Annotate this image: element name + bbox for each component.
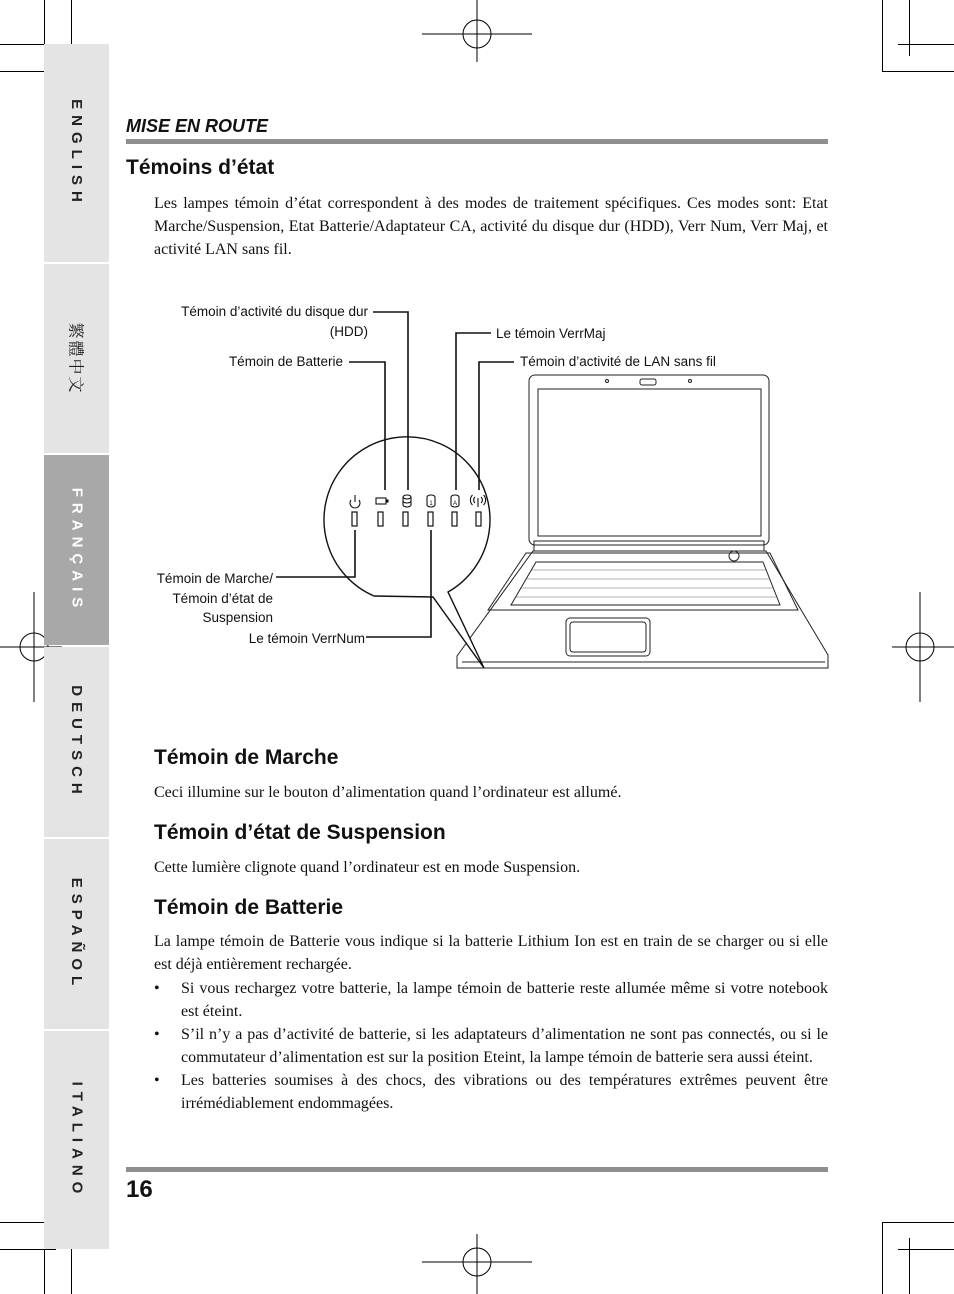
power-label-2: Témoin d’état de bbox=[172, 591, 273, 606]
section-title-battery: Témoin de Batterie bbox=[154, 896, 344, 919]
section-text-suspend: Cette lumière clignote quand l’ordinateur est en mode Suspension. bbox=[154, 859, 581, 876]
laptop-illustration bbox=[457, 375, 828, 668]
tab-italiano[interactable] bbox=[44, 1031, 109, 1249]
list-item: • S’il n’y a pas d’activité de batterie, si les adaptateurs d’alimentation ne sont pas connectés, ou si le commutateur d’alimentation est sur la position Eteint, la lampe témoin de batterie sera aussi éteint. bbox=[154, 1023, 828, 1069]
page-title: Témoins d’état bbox=[126, 156, 275, 179]
battery-led bbox=[378, 512, 383, 526]
section-title-suspend: Témoin d’état de Suspension bbox=[154, 821, 446, 844]
tab-label: ENGLISH bbox=[68, 98, 85, 208]
tab-label: 繁體中文 bbox=[66, 322, 84, 395]
section-title-power: Témoin de Marche bbox=[154, 746, 339, 769]
power-led bbox=[352, 512, 357, 526]
section-text-battery: La lampe témoin de Batterie vous indique si la batterie Lithium Ion est en train de se charger ou si elle est déjà entièrement rechargée. bbox=[154, 933, 828, 973]
wlan-label: Témoin d’activité de LAN sans fil bbox=[520, 354, 716, 369]
tab-label: DEUTSCH bbox=[68, 684, 86, 800]
status-indicator-diagram bbox=[0, 290, 954, 710]
section-text-power: Ceci illumine sur le bouton d’alimentation quand l’ordinateur est allumé. bbox=[154, 784, 622, 801]
tab-label: ESPAÑOL bbox=[68, 877, 85, 991]
tab-english[interactable] bbox=[44, 44, 109, 262]
battery-bullet-list bbox=[154, 977, 828, 1115]
wlan-led bbox=[476, 512, 481, 526]
tab-label: FRANÇAIS bbox=[68, 487, 85, 613]
intro-paragraph: Les lampes témoin d’état correspondent à des modes de traitement spécifiques. Ces modes sont: Etat Marche/Suspension, Etat Batterie/Adaptateur CA, activité du disque dur (HDD), Verr Num, Verr Maj, et activité LAN sans fil. bbox=[154, 195, 828, 258]
svg-text:A: A bbox=[452, 501, 458, 507]
battery-label: Témoin de Batterie bbox=[228, 354, 343, 369]
tab-label: ITALIANO bbox=[68, 1081, 85, 1199]
hdd-led bbox=[403, 512, 408, 526]
hdd-label-2: (HDD) bbox=[329, 324, 368, 339]
power-label-3: Suspension bbox=[202, 610, 273, 625]
capslock-label: Le témoin VerrMaj bbox=[496, 326, 606, 341]
header-rule bbox=[126, 139, 828, 144]
numlock-led bbox=[428, 512, 433, 526]
list-item: • Les batteries soumises à des chocs, des vibrations ou des températures extrêmes peuvent être irrémédiablement endommagées. bbox=[154, 1069, 828, 1115]
footer-rule bbox=[126, 1167, 828, 1172]
power-label-1: Témoin de Marche/ bbox=[156, 571, 273, 586]
page-number: 16 bbox=[126, 1176, 153, 1203]
hdd-label: Témoin d’activité du disque dur bbox=[181, 304, 368, 319]
numlock-label: Le témoin VerrNum bbox=[248, 631, 365, 646]
svg-text:1: 1 bbox=[429, 501, 433, 507]
tab-espanol[interactable] bbox=[44, 839, 109, 1029]
list-item: • Si vous rechargez votre batterie, la lampe témoin de batterie reste allumée même si votre notebook est éteint. bbox=[154, 977, 828, 1023]
section-header: MISE EN ROUTE bbox=[126, 116, 269, 136]
capslock-led bbox=[452, 512, 457, 526]
